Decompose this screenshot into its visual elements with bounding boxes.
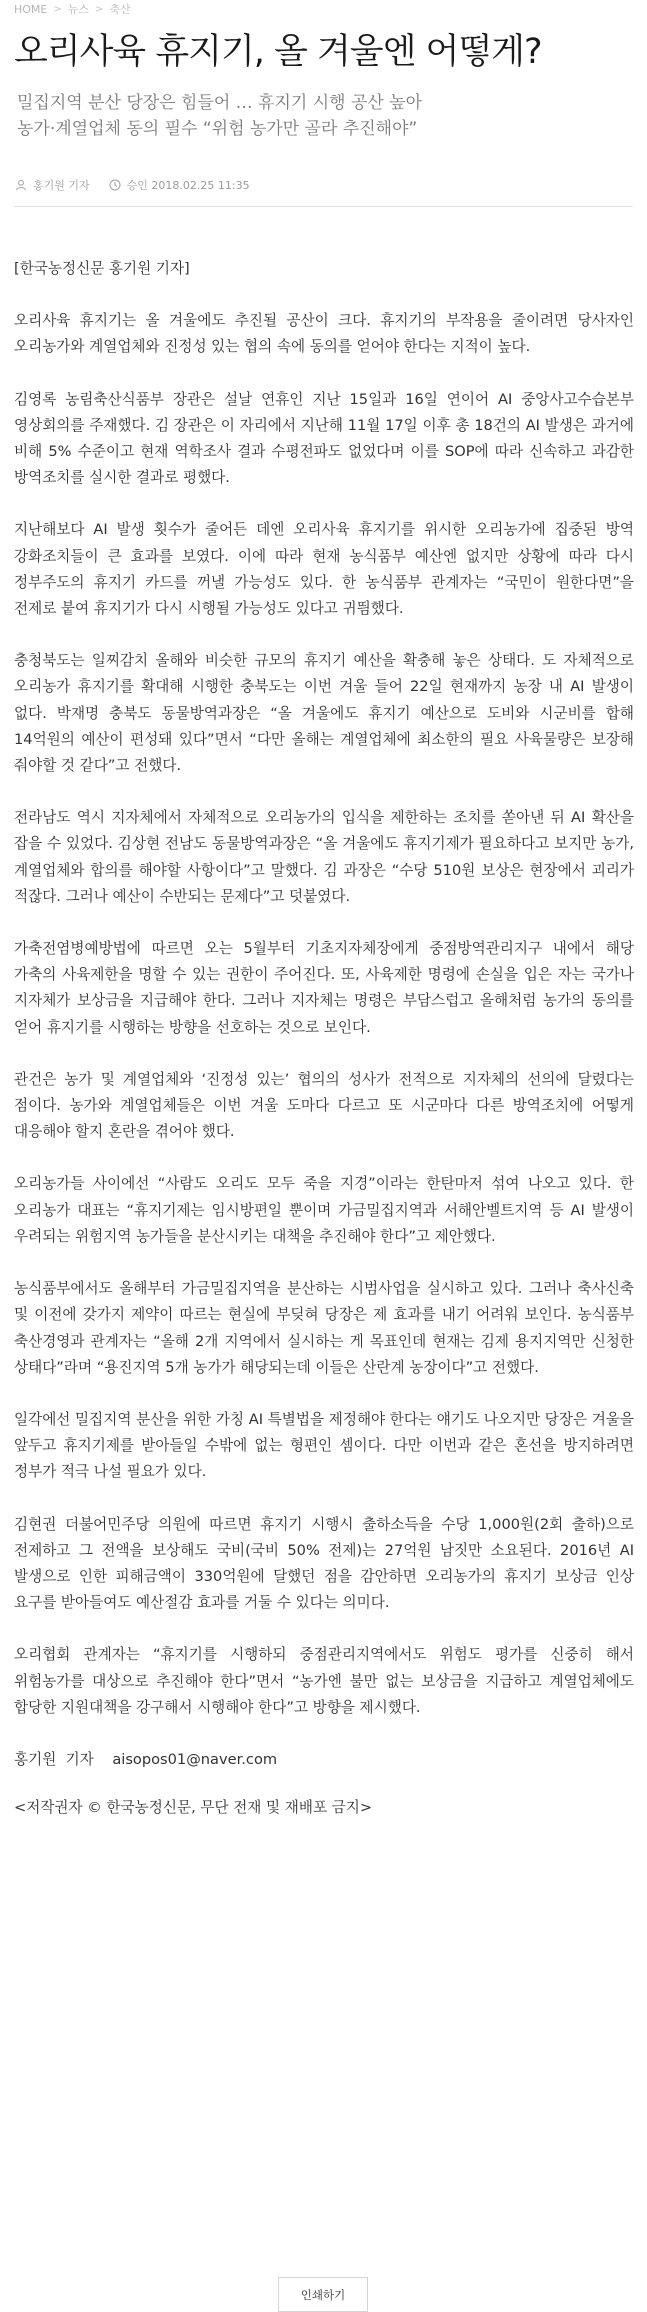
author-info [14,177,90,193]
article-paragraph: 전라남도 역시 지자체에서 자체적으로 오리농가의 입식을 제한하는 조치를 쏟아낸 뒤 AI 확산을 잡을 수 있었다. 김상현 전남도 동물방역과장은 “올 겨울에도 휴지기제가 필요하다고 보지만 농가, 계열업체와 합의를 해야할 사항이다”고 말했다. 김 과장은 “수당 510원 보상은 현장에서 괴리가 적잖다. 그러나 예산이 수반되는 문제다”고 덧붙였다. [14,809,634,905]
copyright-notice: <저작권자 © 한국농정신문, 무단 전재 및 재배포 금지> [14,1799,373,1817]
reporter-signature: 홍기원 기자 aisopos01@naver.com [14,1750,278,1768]
chevron-right-icon: > [95,3,104,15]
article-paragraph: 충청북도는 일찌감치 올해와 비슷한 규모의 휴지기 예산을 확충해 놓은 상태다. 도 자체적으로 오리농가 휴지기를 확대해 시행한 충북도는 이번 겨울 들어 22일 현재까지 농장 내 AI 발생이 없다. 박재명 충북도 동물방역과장은 “올 겨울에도 휴지기 예산으로 도비와 시군비를 합해 14억원의 예산이 편성돼 있다”면서 “다만 올해는 계열업체에 최소한의 필요 사육물량은 보장해 줘야할 것 같다”고 전했다. [14,652,634,775]
breadcrumb-home[interactable]: HOME [14,2,48,16]
clock-icon [108,178,122,192]
article-headline: 오리사육 휴지기, 올 겨울엔 어떻게? [14,32,542,72]
article-paragraph: 김현권 더불어민주당 의원에 따르면 휴지기 시행시 출하소득을 수당 1,000원(2회 출하)으로 전제하고 그 전액을 보상해도 국비(국비 50% 전제)는 27억원 남짓만 소요된다. 2016년 AI 발생으로 인한 피해금액이 330억원에 달했던 점을 감안하면 오리농가의 휴지기 보상금 인상 요구를 받아들여도 예산절감 효과를 거둘 수 있다는 의미다. [14,1515,634,1612]
article-paragraph: 가축전염병예방법에 따르면 오는 5월부터 기초지자체장에게 중점방역관리지구 내에서 해당 가축의 사육제한을 명할 수 있는 권한이 주어진다. 또, 사육제한 명령에 손실을 입은 자는 국가나 지자체가 보상금을 지급해야 한다. 그러나 지자체는 명령은 부담스럽고 올해처럼 농가의 동의를 얻어 휴지기를 시행하는 방향을 선호하는 것으로 보인다. [14,940,634,1036]
print-button[interactable]: 인쇄하기 [278,2277,368,2312]
header-divider [14,206,633,207]
article-paragraph: 일각에선 밀집지역 분산을 위한 가칭 AI 특별법을 제정해야 한다는 얘기도 나오지만 당장은 겨울을 앞두고 휴지기제를 받아들일 수밖에 없는 형편인 셈이다. 다만 이번과 같은 혼선을 방지하려면 정부가 적극 나설 필요가 있다. [14,1410,634,1481]
breadcrumb-subsection[interactable]: 축산 [109,3,131,16]
article-paragraph: 오리사육 휴지기는 올 겨울에도 추진될 공산이 크다. 휴지기의 부작용을 줄이려면 당사자인 오리농가와 계열업체와 진정성 있는 협의 속에 동의를 얻어야 한다는 지적이 높다. [14,312,634,356]
person-icon [14,178,28,192]
article-paragraph: 오리농가들 사이에선 “사람도 오리도 모두 죽을 지경”이라는 한탄마저 섞여 나오고 있다. 한 오리농가 대표는 “휴지기제는 임시방편일 뿐이며 가금밀집지역과 서해안벨트지역 등 AI 발생이 우려되는 위험지역 농가들을 분산시키는 대책을 추진해야 한다”고 제안했다. [14,1175,634,1245]
breadcrumb-section[interactable]: 뉴스 [67,3,90,16]
subheadline-line: 농가·계열업체 동의 필수 “위험 농가만 골라 추진해야” [17,119,418,139]
subheadline-line: 밀집지역 분산 당장은 힘들어 … 휴지기 시행 공산 높아 [17,93,423,113]
author-name: 홍기원 기자 [33,179,90,192]
article-subheadline [17,90,627,142]
article-paragraph: 지난해보다 AI 발생 횟수가 줄어든 데엔 오리사육 휴지기를 위시한 오리농가에 집중된 방역 강화조치들이 큰 효과를 보였다. 이에 따라 현재 농식품부 예산엔 없지만 상황에 따라 다시 정부주도의 휴지기 카드를 꺼낼 가능성도 있다. 한 농식품부 관계자는 “국민이 원한다면”을 전제로 붙여 휴지기가 다시 시행될 가능성도 있다고 귀띔했다. [14,521,634,618]
article-body [14,256,634,1821]
article-byline: [한국농정신문 홍기원 기자] [14,260,190,277]
approval-info [108,177,250,193]
chevron-right-icon: > [53,3,62,15]
breadcrumb [14,2,131,16]
article-paragraph: 관건은 농가 및 계열업체와 ‘진정성 있는’ 협의의 성사가 전적으로 지자체의 선의에 달렸다는 점이다. 농가와 계열업체들은 이번 겨울 도마다 다르고 또 시군마다 다른 방역조치에 어떻게 대응해야 할지 혼란을 겪어야 했다. [14,1070,634,1141]
approval-time: 승인 2018.02.25 11:35 [126,179,250,192]
article-paragraph: 오리협회 관계자는 “휴지기를 시행하되 중점관리지역에서도 위험도 평가를 신중히 해서 위험농가를 대상으로 추진해야 한다”면서 “농가엔 불만 없는 보상금을 지급하고 계열업체에도 합당한 지원대책을 강구해서 시행해야 한다”고 방향을 제시했다. [14,1646,634,1716]
article-paragraph: 김영록 농림축산식품부 장관은 설날 연휴인 지난 15일과 16일 연이어 AI 중앙사고수습본부 영상회의를 주재했다. 김 장관은 이 자리에서 지난해 11월 17일 이후 총 18건의 AI 발생은 과거에 비해 5% 수준이고 현재 역학조사 결과 수평전파도 없었다며 이를 SOP에 따라 신속하고 과감한 방역조치를 실시한 결과로 평했다. [14,390,634,487]
article-meta [14,176,268,194]
article-paragraph: 농식품부에서도 올해부터 가금밀집지역을 분산하는 시범사업을 실시하고 있다. 그러나 축사신축 및 이전에 갖가지 제약이 따르는 현실에 부딪혀 당장은 제 효과를 내기 어려워 보인다. 농식품부 축산경영과 관계자는 “올해 2개 지역에서 실시하는 게 목표인데 현재는 김제 용지지역만 신청한 상태다”라며 “용진지역 5개 농가가 해당되는데 이들은 산란계 농장이다”고 전했다. [14,1280,634,1376]
